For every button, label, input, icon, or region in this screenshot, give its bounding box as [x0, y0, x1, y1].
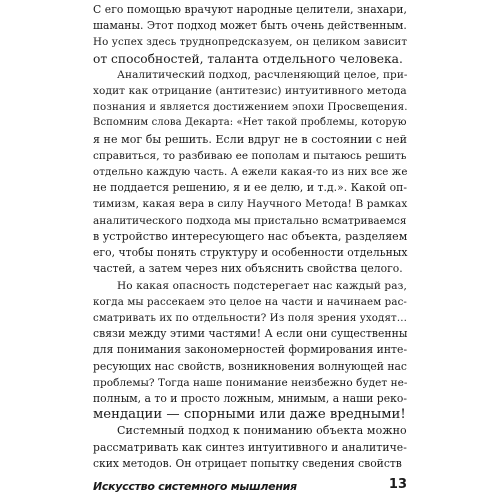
text-line-1: С его помощью врачуют народные целители, знахари,: [93, 3, 408, 16]
text-line-12: не поддается решению, я и ее делю, и т.д.». Какой оп-: [93, 181, 408, 195]
paragraph-start-line-5: Аналитический подход, расчленяющий целое, при-: [117, 68, 408, 81]
text-line-17: частей, а затем через них объяснить свойства целого.: [93, 262, 403, 276]
paragraph-start-line-27: Системный подход к пониманию объекта можно: [117, 424, 407, 438]
text-line-8: Вспомним слова Декарта: «Нет такой проблемы, которую: [93, 117, 407, 129]
text-line-22: для понимания закономерностей формирования инте-: [93, 343, 408, 357]
text-line-16: его, чтобы понять структуру и особенности отдельных: [93, 246, 408, 260]
text-line-23: ресующих нас свойств, возникновения волнующей нас: [93, 359, 407, 373]
page-number: 13: [388, 477, 407, 492]
text-line-20: сматривать их по отдельности? Из поля зрения уходят…: [93, 311, 408, 324]
text-line-7: познания и является достижением эпохи Просвещения.: [93, 101, 408, 114]
text-line-10: справиться, то разбиваю ее пополам и пытаюсь решить: [93, 149, 407, 162]
text-line-25: полным, а то и просто ложным, мнимым, а наши реко-: [93, 391, 407, 405]
text-line-3: Но успех здесь труднопредсказуем, он целиком зависит: [93, 36, 408, 49]
paragraph-start-line-18: Но какая опасность подстерегает нас каждый раз,: [117, 279, 407, 292]
text-line-29: ских методов. Он отрицает попытку сведения свойств: [93, 456, 402, 470]
text-line-2: шаманы. Этот подход может быть очень действенным.: [93, 19, 407, 33]
text-line-11: отдельно каждую часть. А ежели какая-то из них все же: [93, 166, 408, 179]
text-line-28: рассматривать как синтез интуитивного и аналитиче-: [93, 440, 407, 454]
text-line-24: проблемы? Тогда наше понимание неизбежно будет не-: [93, 376, 408, 389]
text-line-13: тимизм, какая вера в силу Научного Метода! В рамках: [93, 198, 408, 211]
text-line-21: связи между этими частями! А если они существенны: [93, 327, 408, 341]
text-line-26: мендации — спорными или даже вредными!: [93, 407, 406, 423]
running-footer-title: Искусство системного мышления: [93, 480, 297, 493]
text-line-6: ходит как отрицание (антитезис) интуитивного метода: [93, 85, 407, 98]
text-line-4: от способностей, таланта отдельного человека.: [93, 51, 403, 66]
text-line-19: когда мы рассекаем это целое на части и начинаем рас-: [93, 295, 408, 308]
text-line-14: аналитического подхода мы пристально всматриваемся: [93, 214, 407, 227]
text-line-9: я не мог бы решить. Если вдруг не в состоянии с ней: [93, 132, 408, 146]
text-line-15: в устройство интересующего нас объекта, разделяем: [93, 229, 408, 243]
